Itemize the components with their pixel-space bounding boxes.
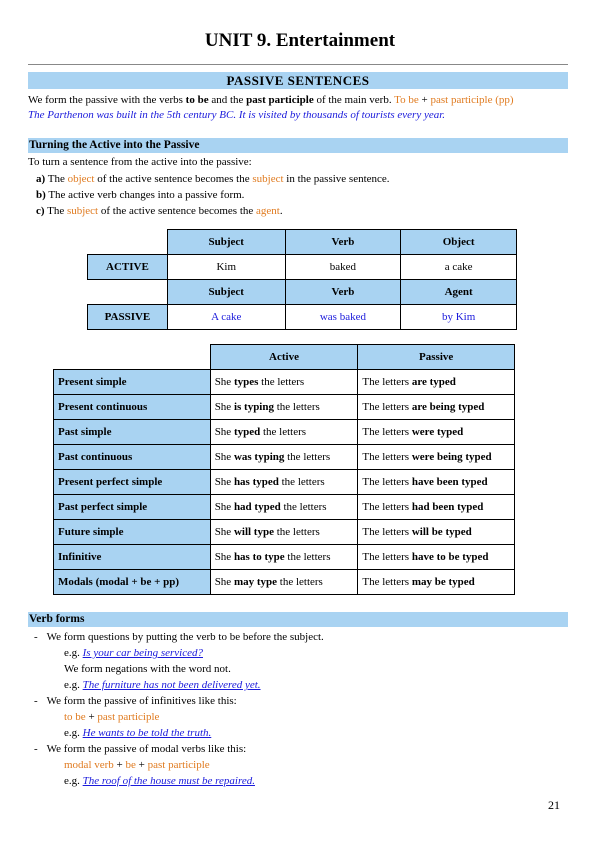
active-verb-bold: may type [233,576,278,588]
vf-inf-formula [64,711,159,723]
active-text: the letters [258,376,305,388]
passive-verb-bold: were being typed [411,451,492,463]
vf-mod-formula [64,759,210,771]
header-active: Active [210,345,358,370]
voice-table [87,229,517,330]
tense-header-row [54,345,515,370]
passive-row [88,305,517,330]
vf-eg-2 [64,679,261,691]
active-text: the letters [273,526,320,538]
passive-text: The letters [362,576,412,588]
active-header-row [88,230,517,255]
page-number: 21 [548,798,560,812]
passive-text: The letters [362,451,412,463]
active-verb-bold: has to type [233,551,285,563]
active-text: She [214,551,234,563]
dash: - [34,695,38,707]
empty-cell [54,345,211,370]
passive-subject: A cake [167,305,285,330]
inf-plus: + [85,711,98,723]
passive-label: PASSIVE [88,305,168,330]
vf-item-1-text: We form questions by putting the verb to be before the subject. [46,631,324,643]
passive-text: The letters [362,551,412,563]
tense-name: Modals (modal + be + pp) [54,570,211,595]
tense-name: Infinitive [54,545,211,570]
passive-example [358,520,515,545]
active-text: She [214,426,234,438]
rule-c-label: c) [36,205,45,217]
active-text: She [214,501,234,513]
vf-eg-4 [64,775,255,787]
passive-example [358,470,515,495]
dash: - [34,631,38,643]
active-text: the letters [273,401,320,413]
passive-verb-bold: are typed [411,376,456,388]
active-subject: Kim [167,255,285,280]
active-example [210,545,358,570]
tense-row [54,520,515,545]
section-title: PASSIVE SENTENCES [226,73,370,88]
active-example [210,395,358,420]
tense-name: Past perfect simple [54,495,211,520]
active-header-object: Object [401,230,517,255]
intro-text-1: We form the passive with the verbs [28,94,186,106]
tense-name: Present perfect simple [54,470,211,495]
active-verb-bold: will type [233,526,274,538]
active-text: the letters [278,476,325,488]
tense-table [53,344,515,595]
formula-plus: + [418,94,431,106]
rule-c-text-1: The [44,205,67,217]
mod-pp: past participle [147,759,210,771]
vf-eg-1 [64,647,203,659]
passive-example [358,370,515,395]
vf-item-2-text: We form the passive of infinitives like this: [46,695,237,707]
active-verb-bold: had typed [233,501,281,513]
passive-text: The letters [362,401,412,413]
active-text: She [214,451,234,463]
passive-example [358,495,515,520]
vf-item-2 [34,695,237,707]
intro-line [28,94,514,106]
vf-eg-4-text: The roof of the house must be repaired. [82,775,255,787]
active-row [88,255,517,280]
passive-text: The letters [362,376,412,388]
passive-text: The letters [362,526,412,538]
tense-name: Past continuous [54,445,211,470]
vf-item-1 [34,631,324,643]
mod-modal-verb: modal verb [64,759,114,771]
passive-example [358,395,515,420]
passive-example [358,420,515,445]
vf-item-3 [34,743,246,755]
eg-label: e.g. [64,775,80,787]
mod-plus-2: + [135,759,148,771]
vf-neg: We form negations with the word not. [64,663,231,675]
passive-verb-bold: had been typed [411,501,484,513]
dash: - [34,743,38,755]
rule-c-text-2: of the active sentence becomes the [98,205,257,217]
tense-row [54,445,515,470]
rule-c-text-3: . [279,205,283,217]
rule-a-text-1: The [45,173,68,185]
vf-eg-3 [64,727,211,739]
active-text: the letters [284,451,331,463]
passive-example [358,570,515,595]
tense-row [54,395,515,420]
rule-c-agent: agent [256,205,280,217]
passive-verb: was baked [285,305,401,330]
formula-to-be: To be [394,94,419,106]
passive-header-subject: Subject [167,280,285,305]
active-label: ACTIVE [88,255,168,280]
active-text: the letters [277,576,323,588]
turning-heading: Turning the Active into the Passive [29,139,200,151]
intro-text-3: of the main verb. [313,94,395,106]
active-verb-bold: was typing [233,451,285,463]
rule-a-subject: subject [252,173,284,185]
active-example [210,520,358,545]
formula-pp: past participle (pp) [430,94,514,106]
rule-b-label: b) [36,189,46,201]
active-verb-bold: has typed [233,476,279,488]
tense-name: Future simple [54,520,211,545]
active-text: She [214,376,234,388]
section-title-bar [28,72,568,89]
passive-agent: by Kim [401,305,517,330]
empty-cell [88,280,168,305]
rule-c-subject: subject [66,205,99,217]
vf-item-3-text: We form the passive of modal verbs like this: [46,743,247,755]
eg-label: e.g. [64,727,80,739]
passive-verb-bold: will be typed [411,526,472,538]
active-header-subject: Subject [167,230,285,255]
vf-eg-2-text: The furniture has not been delivered yet. [82,679,261,691]
page-title: UNIT 9. Entertainment [204,30,396,51]
active-example [210,570,358,595]
verb-forms-heading-bar [28,612,568,627]
rule-c [36,205,283,217]
active-text: the letters [284,551,331,563]
passive-verb-bold: were typed [411,426,464,438]
tense-row [54,470,515,495]
rule-a-text-2: of the active sentence becomes the [94,173,253,185]
active-verb-bold: typed [233,426,261,438]
active-example [210,370,358,395]
passive-header-agent: Agent [401,280,517,305]
passive-verb-bold: have been typed [411,476,488,488]
tense-row [54,420,515,445]
intro-bold-to-be: to be [185,94,209,106]
intro-example: The Parthenon was built in the 5th century BC. It is visited by thousands of tourists every year. [28,109,446,121]
vf-eg-1-text: Is your car being serviced? [82,647,203,659]
passive-example [358,445,515,470]
active-text: the letters [260,426,307,438]
tense-row [54,495,515,520]
passive-text: The letters [362,501,412,513]
tense-name: Present continuous [54,395,211,420]
rule-a [36,173,390,185]
active-example [210,470,358,495]
passive-text: The letters [362,426,412,438]
inf-pp: past participle [97,711,160,723]
mod-plus-1: + [113,759,126,771]
active-object: a cake [401,255,517,280]
intro-text-2: and the [208,94,247,106]
passive-verb-bold: may be typed [411,576,475,588]
active-example [210,445,358,470]
eg-label: e.g. [64,679,80,691]
inf-to-be: to be [64,711,86,723]
active-text: She [214,576,234,588]
active-text: She [214,476,234,488]
mod-be: be [125,759,136,771]
tense-name: Present simple [54,370,211,395]
passive-header-row [88,280,517,305]
tense-row [54,545,515,570]
passive-text: The letters [362,476,412,488]
passive-example [358,545,515,570]
eg-label: e.g. [64,647,80,659]
active-verb: baked [285,255,401,280]
rule-b-text: The active verb changes into a passive form. [45,189,245,201]
tense-name: Past simple [54,420,211,445]
title-rule [28,64,568,65]
active-text: She [214,401,234,413]
active-text: the letters [280,501,327,513]
intro-bold-pp: past participle [246,94,314,106]
turning-intro: To turn a sentence from the active into the passive: [28,156,252,168]
tense-row [54,570,515,595]
vf-eg-3-text: He wants to be told the truth. [82,727,212,739]
rule-a-object: object [67,173,95,185]
passive-header-verb: Verb [285,280,401,305]
active-text: She [214,526,234,538]
rule-b [36,189,244,201]
tense-row [54,370,515,395]
active-verb-bold: types [233,376,259,388]
turning-heading-bar [28,138,568,153]
active-header-verb: Verb [285,230,401,255]
empty-cell [88,230,168,255]
verb-forms-heading: Verb forms [29,613,85,625]
active-example [210,495,358,520]
passive-verb-bold: have to be typed [411,551,489,563]
active-example [210,420,358,445]
header-passive: Passive [358,345,515,370]
passive-verb-bold: are being typed [411,401,485,413]
rule-a-text-3: in the passive sentence. [283,173,390,185]
rule-a-label: a) [36,173,46,185]
active-verb-bold: is typing [233,401,274,413]
